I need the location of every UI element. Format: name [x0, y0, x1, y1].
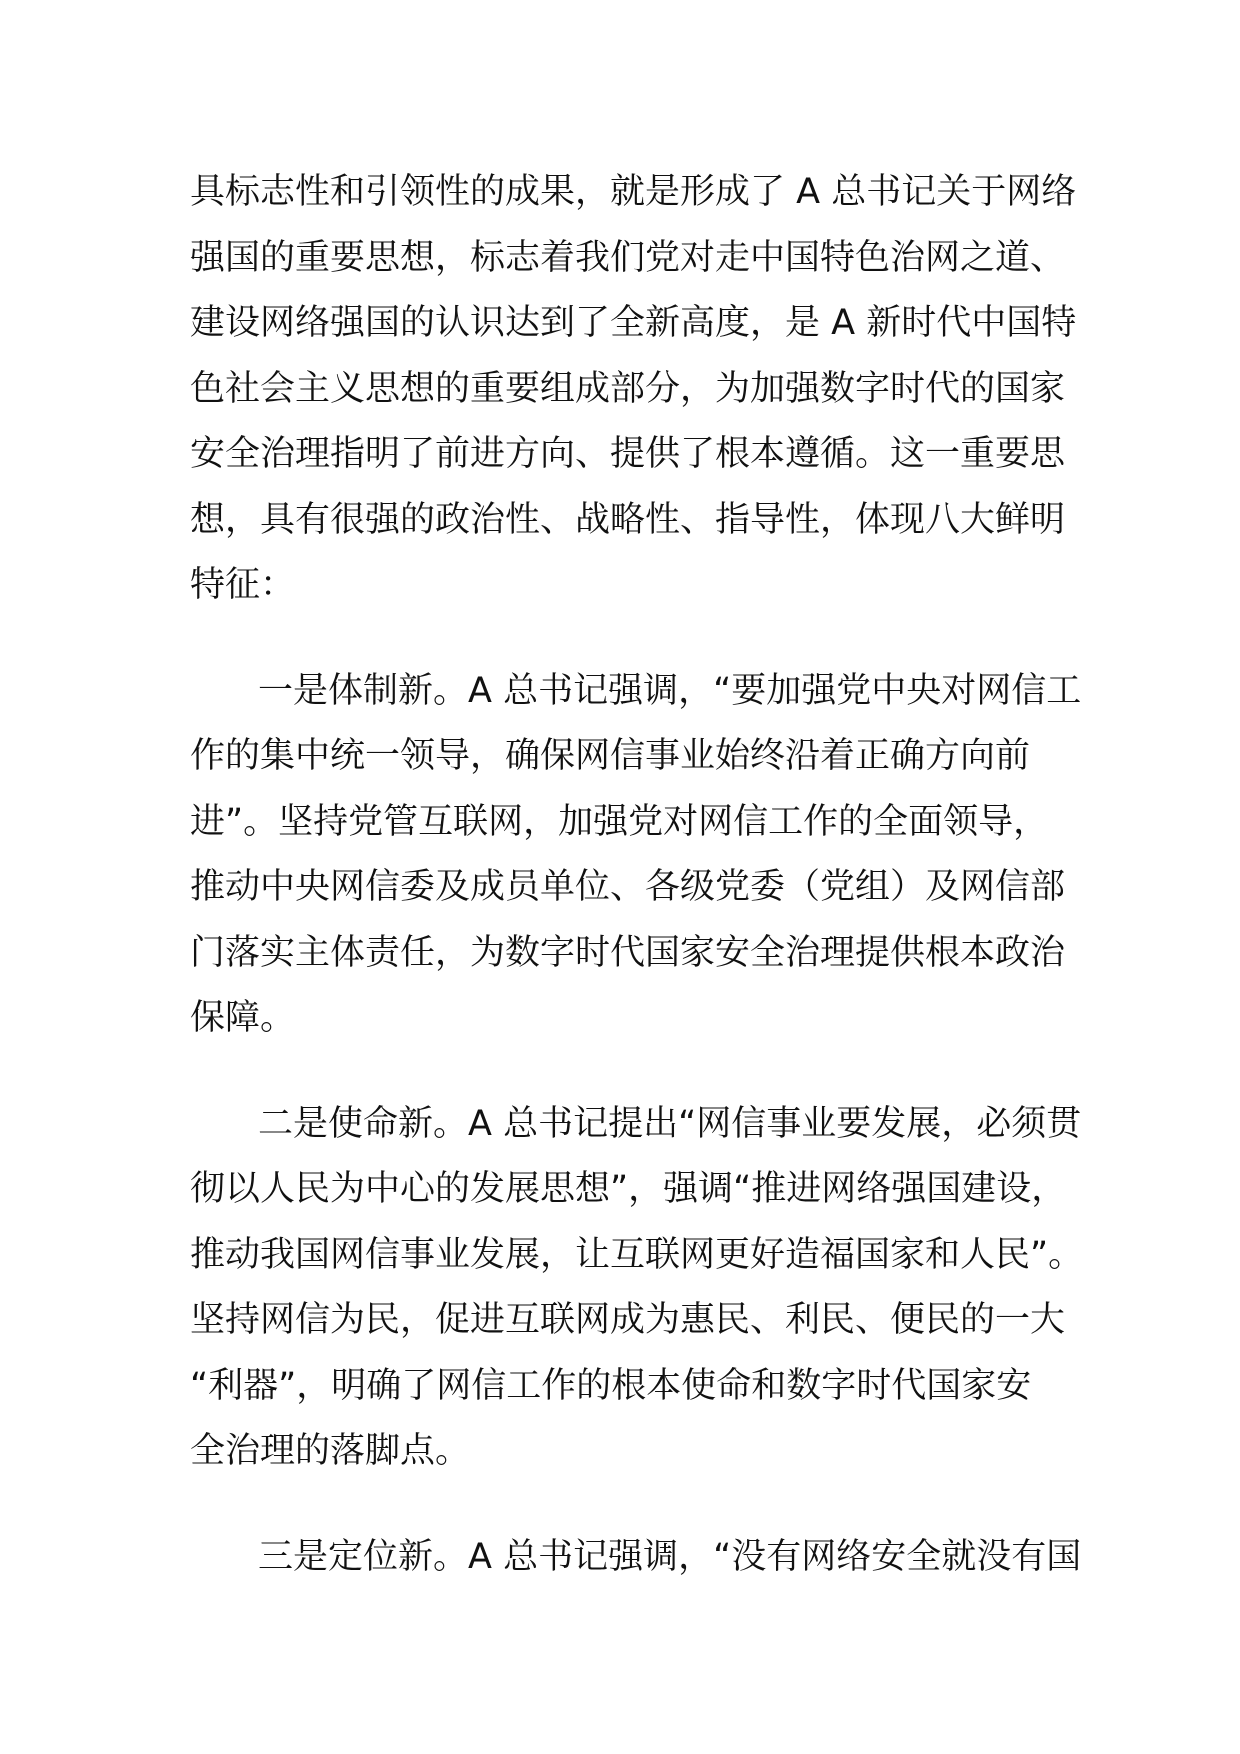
- text-line: 想，具有很强的政治性、战略性、指导性，体现八大鲜明: [190, 499, 1066, 540]
- text-line: 安全治理指明了前进方向、提供了根本遵循。这一重要思: [190, 434, 1066, 474]
- paragraph-spacer: [190, 619, 1070, 659]
- text-line: 具标志性和引领性的成果，就是形成了 A 总书记关于网络: [190, 172, 1077, 212]
- paragraph-intro: [190, 160, 1077, 619]
- text-line: 推动我国网信事业发展，让互联网更好造福国家和人民”。: [190, 1234, 1084, 1275]
- paragraph-one: [190, 659, 1082, 1052]
- paragraph-three: [190, 1525, 1082, 1591]
- text-line: 彻以人民为中心的发展思想”，强调“推进网络强国建设，: [190, 1169, 1067, 1209]
- paragraph-spacer: [190, 1485, 1070, 1525]
- text-line: 三是定位新。A 总书记强调，“没有网络安全就没有国: [258, 1536, 1082, 1577]
- text-line: 二是使命新。A 总书记提出“网信事业要发展，必须贯: [258, 1103, 1082, 1144]
- text-line: 作的集中统一领导，确保网信事业始终沿着正确方向前: [190, 736, 1031, 776]
- text-line: 保障。: [190, 998, 296, 1038]
- text-line: 色社会主义思想的重要组成部分，为加强数字时代的国家: [190, 368, 1066, 409]
- text-line: 坚持网信为民，促进互联网成为惠民、利民、便民的一大: [190, 1300, 1066, 1340]
- text-line: 门落实主体责任，为数字时代国家安全治理提供根本政治: [190, 932, 1066, 973]
- text-line: 建设网络强国的认识达到了全新高度，是 A 新时代中国特: [190, 303, 1077, 343]
- text-line: 全治理的落脚点。: [190, 1431, 471, 1471]
- text-line: 进”。坚持党管互联网，加强党对网信工作的全面领导，: [190, 801, 1049, 842]
- document-body: [190, 160, 1084, 1590]
- text-line: “利器”，明确了网信工作的根本使命和数字时代国家安: [190, 1365, 1032, 1406]
- text-line: 强国的重要思想，标志着我们党对走中国特色治网之道、: [190, 237, 1066, 278]
- text-line: 推动中央网信委及成员单位、各级党委（党组）及网信部: [190, 867, 1066, 907]
- text-line: 一是体制新。A 总书记强调，“要加强党中央对网信工: [258, 670, 1082, 711]
- paragraph-two: [190, 1092, 1084, 1485]
- paragraph-spacer: [190, 1052, 1070, 1092]
- text-line: 特征：: [190, 565, 296, 605]
